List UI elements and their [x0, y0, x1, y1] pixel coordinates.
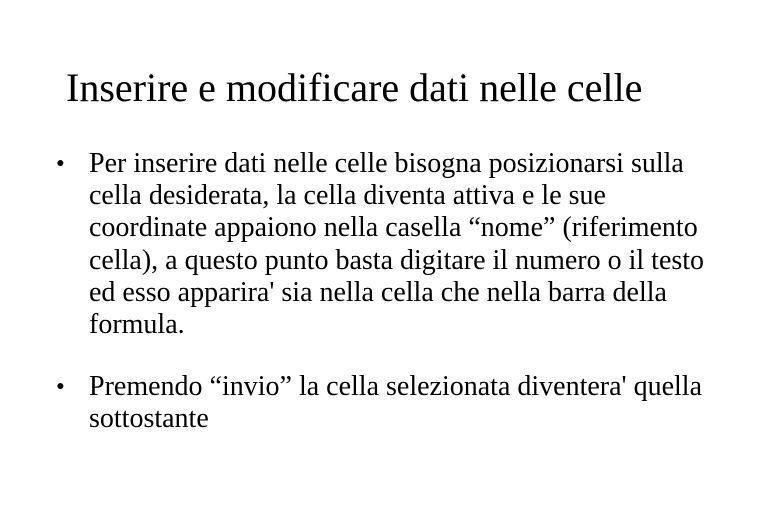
bullet-dot-icon: ●: [56, 156, 65, 171]
bullet-list: [32, 148, 722, 466]
bullet-item: [32, 148, 722, 341]
bullet-text: Per inserire dati nelle celle bisogna posizionarsi sulla cella desiderata, la cella diventa attiva e le sue coordinate appaiono nella casella “nome” (riferimento cella), a questo punto basta digitare il numero o il testo ed esso apparira' sia nella cella che nella barra della formula.: [89, 148, 705, 341]
slide-title: Inserire e modificare dati nelle celle: [66, 65, 643, 110]
bullet-dot-icon: ●: [56, 379, 65, 395]
bullet-item: [32, 371, 722, 435]
bullet-text: Premendo “invio” la cella selezionata diventera' quella sottostante: [89, 371, 702, 435]
